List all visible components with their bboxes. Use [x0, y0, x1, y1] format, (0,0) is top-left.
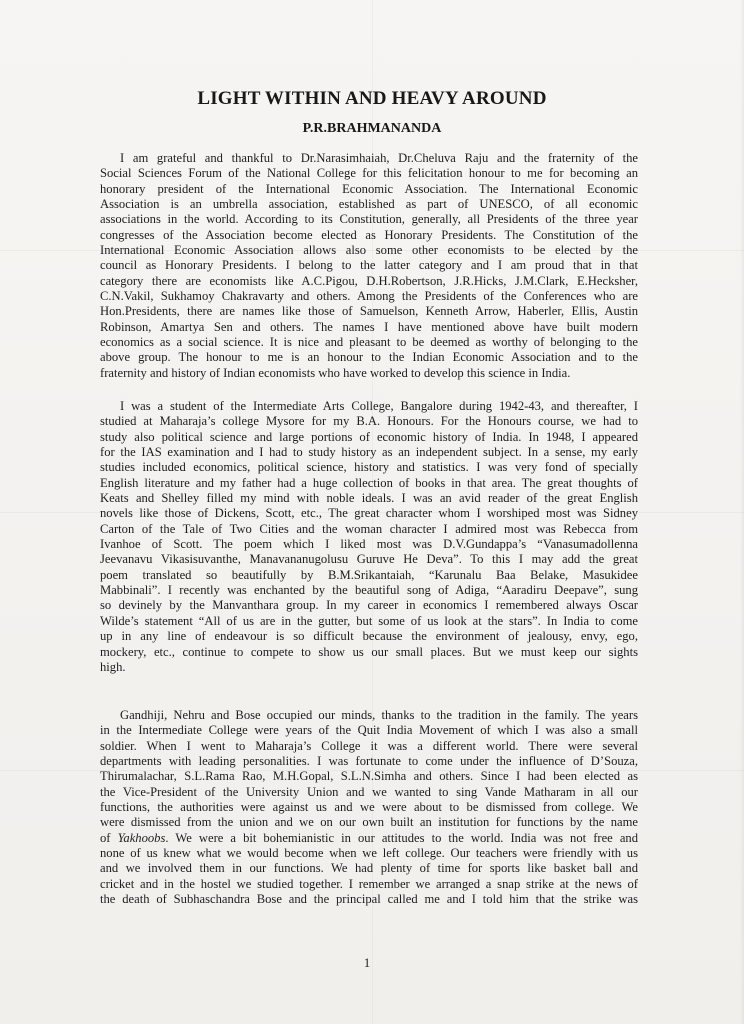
text-line: C.N.Vakil, Sukhamoy Chakravarty and others. Among the Presidents of the Conferences who are — [100, 289, 638, 304]
text-line: mockery, etc., continue to compete to show us our small places. But we must keep our sights — [100, 644, 638, 659]
text-line: Gandhiji, Nehru and Bose occupied our minds, thanks to the tradition in the family. The years — [120, 708, 638, 722]
text-line: study also political science and large portions of economic history of India. In 1948, I appeared — [100, 429, 638, 444]
text-line: departments with leading personalities. I was fortunate to come under the influence of D’Souza, — [100, 754, 638, 769]
text-line: above group. The honour to me is an honour to the Indian Economic Association and to the — [100, 350, 638, 365]
text-line: the Vice-President of the University Union and we wanted to sing Vande Matharam in all our — [100, 784, 638, 799]
text-line: fraternity and history of Indian economists who have worked to develop this science in India. — [100, 365, 571, 380]
italic-term: Yakhoobs — [117, 830, 166, 845]
text-line: Hon.Presidents, there are names like those of Samuelson, Kenneth Arrow, Haberler, Ellis, Austin — [100, 304, 638, 319]
text-line: soldier. When I went to Maharaja’s College it was a different world. There were several — [100, 738, 638, 753]
text-line: Jeevanavu Vikasisuvanthe, Manavananugolusu Guruve He Deva”. To this I may add the great — [100, 552, 638, 567]
paragraph-2 — [100, 399, 638, 675]
text-line: studied at Maharaja’s college Mysore for my B.A. Honours. For the Honours course, we had to — [100, 414, 638, 429]
text-line: poem translated so beautifully by B.M.Srikantaiah, “Karunalu Baa Belake, Masukidee — [100, 567, 638, 582]
text-line: English literature and my father had a huge collection of books in that area. The great thoughts of — [100, 475, 638, 490]
text-line: Thirumalachar, S.L.Rama Rao, M.H.Gopal, S.L.N.Simha and others. Since I had been elected as — [100, 769, 638, 784]
text-line: novels like those of Dickens, Scott, etc., The great character whom I worshiped most was Sidney — [100, 506, 638, 521]
document-title: LIGHT WITHIN AND HEAVY AROUND — [197, 88, 547, 109]
text-line: honorary president of the International Economic Association. The International Economic — [100, 181, 638, 196]
text-line: Keats and Shelley filled my mind with noble ideals. I was an avid reader of the great English — [100, 491, 638, 506]
text-line: Ivanhoe of Scott. The poem which I liked most was D.V.Gundappa’s “Vanasumadollenna — [100, 537, 638, 552]
text-line: so devinely by the Manvanthara group. In my career in economics I remembered always Oscar — [100, 598, 638, 613]
text-line: congresses of the Association become elected as Honorary Presidents. The Constitution of the — [100, 227, 638, 242]
text-line: International Economic Association allows also some other economists to be elected by the — [100, 243, 638, 258]
text-line: the death of Subhaschandra Bose and the principal called me and I told him that the strike was — [100, 892, 638, 907]
text-line: Carton of the Tale of Two Cities and the woman character I admired most was Rebecca from — [100, 521, 638, 536]
text-line: I am grateful and thankful to Dr.Narasimhaiah, Dr.Cheluva Raju and the fraternity of the — [120, 151, 638, 165]
text-line: studies included economics, political science, history and statistics. I was very fond of specially — [100, 460, 638, 475]
paragraph-3 — [100, 708, 638, 907]
text-line: up in any line of endeavour is so difficult because the environment of jealousy, envy, ego, — [100, 629, 638, 644]
text-line: associations in the world. According to its Constitution, generally, all Presidents of the three year — [100, 212, 638, 227]
text-line: in the Intermediate College were years of the Quit India Movement of which I was also a small — [100, 723, 638, 738]
text-line: for the IAS examination and I had to study history as an independent subject. In a sense, my early — [100, 445, 638, 460]
text-line: cricket and in the hostel we studied together. I remember we arranged a snap strike at the news of — [100, 876, 638, 891]
text-line: high. — [100, 659, 126, 674]
text-line: were dismissed from the union and we on our own built an institution for functions by the name — [100, 815, 638, 830]
text-line: Association is an umbrella association, established as part of UNESCO, of all economic — [100, 197, 638, 212]
text-line: I was a student of the Intermediate Arts College, Bangalore during 1942-43, and thereafter, I — [120, 399, 638, 413]
text-line: none of us knew what we would become when we left college. Our teachers were friendly with us — [100, 846, 638, 861]
text-line: category there are economists like A.C.Pigou, D.H.Robertson, J.R.Hicks, J.M.Clark, E.Hecksher, — [100, 273, 638, 288]
page-number: 1 — [363, 956, 371, 970]
text-line: council as Honorary Presidents. I belong to the latter category and I am proud that in that — [100, 258, 638, 273]
document-author: P.R.BRAHMANANDA — [302, 121, 442, 136]
text-line: Robinson, Amartya Sen and others. The names I have mentioned above have built modern — [100, 319, 638, 334]
text-line: Social Sciences Forum of the National College for this felicitation honour to me for becoming an — [100, 166, 638, 181]
text-line: Mabbinali”. I recently was enchanted by the beautiful song of Adiga, “Aaradiru Deepave”, sung — [100, 583, 638, 598]
text-line: and we involved them in our functions. We had plenty of time for sports like basket ball and — [100, 861, 638, 876]
text-line: functions, the authorities were against us and we were about to be dismissed from college. We — [100, 800, 638, 815]
text-line: economics as a social science. It is nice and pleasant to be deemed as worthy of belonging to the — [100, 335, 638, 350]
paragraph-1 — [100, 151, 638, 381]
text-line: of Yakhoobs. We were a bit bohemianistic in our attitudes to the world. India was not free and — [100, 830, 638, 845]
text-line: Wilde’s statement “All of us are in the gutter, but some of us look at the stars”. In India to come — [100, 613, 638, 628]
